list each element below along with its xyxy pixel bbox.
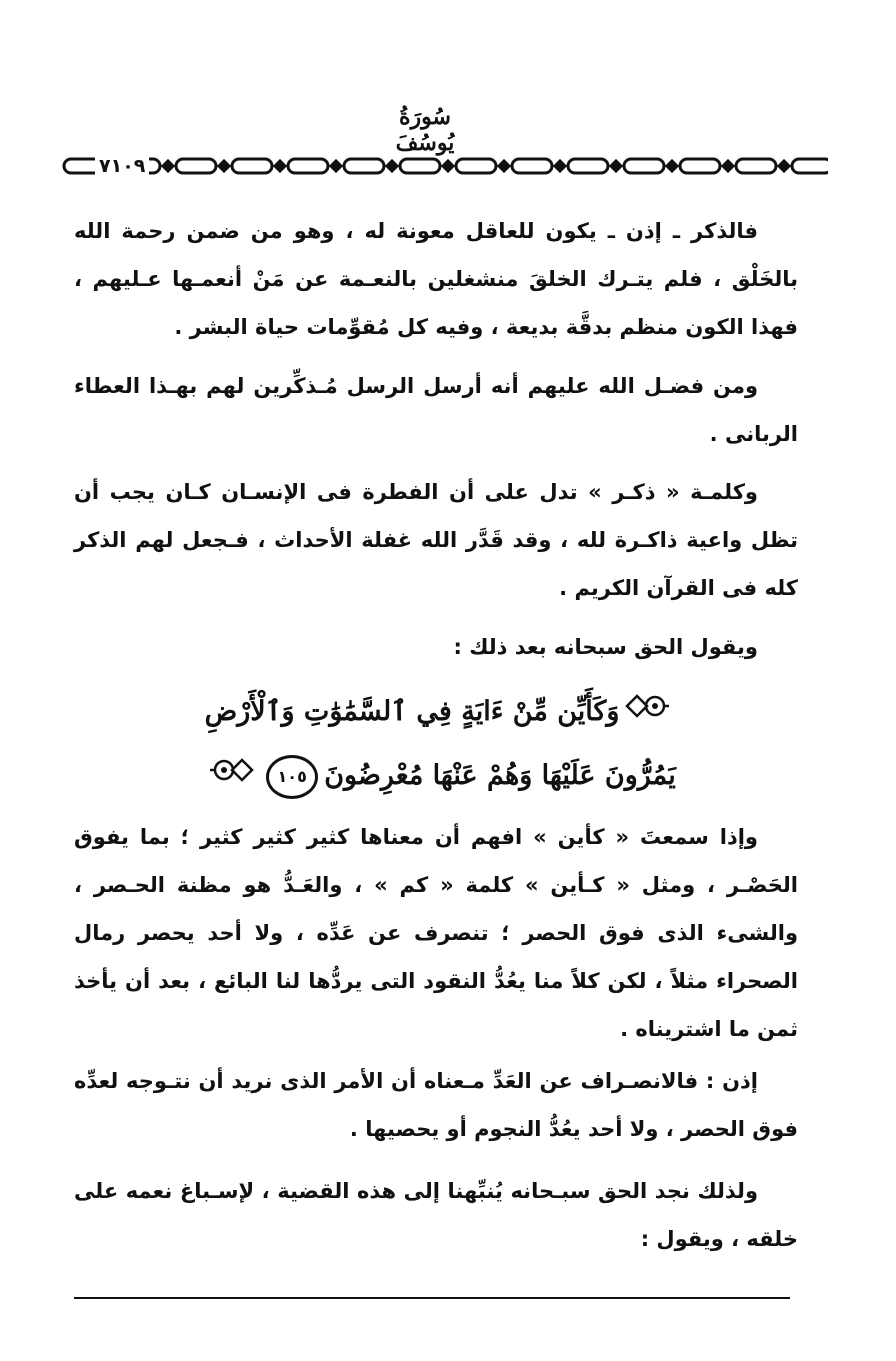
surah-title: سُورَةُ يُوسُفَ [395, 104, 455, 156]
page-number: ٧١٠٩ [95, 150, 149, 182]
border-diamond [331, 161, 341, 171]
verse-open-bracket-icon [625, 681, 669, 745]
border-diamond [555, 161, 565, 171]
border-link [176, 159, 216, 173]
border-link [344, 159, 384, 173]
decorative-border [60, 150, 828, 182]
border-diamond [443, 161, 453, 171]
verse-line-1 [180, 680, 700, 744]
verse-text-line-1: وَكَأَيِّن مِّنْ ءَايَةٍ فِي ٱلسَّمَٰوَٰتِ وَٱلْأَرْضِ [204, 696, 620, 727]
border-link [512, 159, 552, 173]
border-link [288, 159, 328, 173]
border-diamond [275, 161, 285, 171]
border-diamond [499, 161, 509, 171]
paragraph-6: إذن : فالانصـراف عن العَدِّ مـعناه أن الأمر الذى نريد أن نتـوجه لعدِّه فوق الحصر ، ولا أحد يعُدُّ النجوم أو يحصيها . [74, 1069, 798, 1141]
border-link [680, 159, 720, 173]
border-link [456, 159, 496, 173]
border-link [232, 159, 272, 173]
verse-line-2 [180, 744, 700, 808]
paragraph-1: فالذكر ـ إذن ـ يكون للعاقل معونة له ، وهو من ضمن رحمة الله بالخَلْق ، فلم يتـرك الخلقَ منشغلين بالنعـمة عن مَنْ أنعمـها عـليهم ، فهذا الكون منظم بدقَّة بديعة ، وفيه كل مُقوِّمات حياة البشر . [74, 219, 798, 339]
quran-verse [180, 680, 700, 808]
footer-rule [74, 1297, 790, 1299]
border-diamond [219, 161, 229, 171]
paragraph-2: ومن فضـل الله عليهم أنه أرسل الرسل مُـذكِّرين لهم بهـذا العطاء الربانى . [74, 374, 798, 446]
border-diamond [163, 161, 173, 171]
paragraph-3: وكلمـة « ذكـر » تدل على أن الفطرة فى الإنسـان كـان يجب أن تظل واعية ذاكـرة لله ، وقد قَدَّر الله غفلة الأحداث ، فـجعل لهم الذكر كله فى القرآن الكريم . [74, 480, 798, 600]
border-diamond [667, 161, 677, 171]
border-link [736, 159, 776, 173]
paragraph-4: ويقول الحق سبحانه بعد ذلك : [453, 635, 758, 659]
border-link [624, 159, 664, 173]
paragraph-7: ولذلك نجد الحق سبـحانه يُنبِّهنا إلى هذه القضية ، لإسـباغ نعمه على خلقه ، ويقول : [74, 1179, 798, 1251]
border-link [568, 159, 608, 173]
verse-text-line-2: يَمُرُّونَ عَلَيْهَا وَهُمْ عَنْهَا مُعْرِضُونَ [324, 760, 676, 791]
border-diamond [779, 161, 789, 171]
border-link [792, 159, 828, 173]
border-diamond [723, 161, 733, 171]
paragraph-5: وإذا سمعتَ « كأين » افهم أن معناها كثير كثير كثير ؛ بما يفوق الحَصْـر ، ومثل « كـأين » كلمة « كم » ، والعَـدُّ هو مظنة الحـصر ، والشىء الذى فوق الحصر ؛ تنصرف عن عَدِّه ، ولا أحد يحصر رمال الصحراء مثلاً ، لكن كلاً منا يعُدُّ النقود التى يردُّها لنا البائع ، بعد أن يأخذ ثمن ما اشتريناه . [74, 825, 798, 1041]
border-diamond [387, 161, 397, 171]
ayah-number-marker: ١٠٥ [266, 755, 318, 799]
border-link [400, 159, 440, 173]
verse-close-bracket-icon [210, 745, 254, 809]
border-diamond [611, 161, 621, 171]
